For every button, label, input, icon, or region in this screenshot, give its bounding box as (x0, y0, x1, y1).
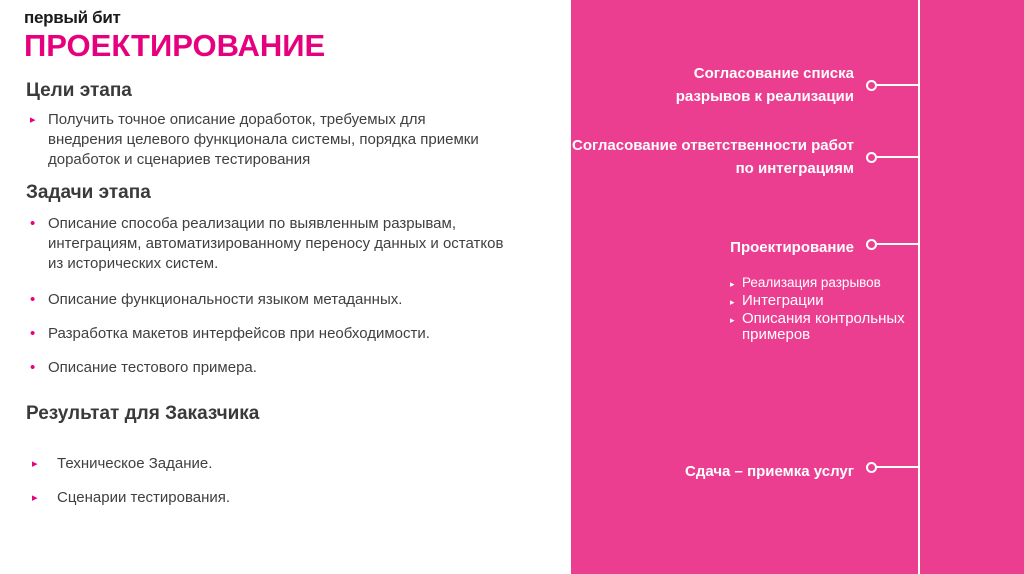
goals-list (30, 110, 490, 170)
timeline-connector (872, 84, 918, 86)
list-item: ▸ Техническое Задание. (32, 455, 213, 472)
timeline-connector (872, 243, 918, 245)
company-logo: первый бит (24, 8, 121, 27)
triangle-bullet-icon: ▸ (730, 315, 735, 325)
page-title: ПРОЕКТИРОВАНИЕ (24, 28, 326, 63)
triangle-bullet-icon: ▸ (730, 279, 735, 289)
dot-bullet-icon: • (30, 291, 36, 308)
timeline-connector (872, 466, 918, 468)
triangle-bullet-icon: ▸ (32, 492, 38, 504)
timeline-step: Сдача – приемка услуг (685, 463, 854, 480)
dot-bullet-icon: • (30, 359, 36, 376)
triangle-bullet-icon: ▸ (30, 114, 36, 126)
timeline-node-icon (866, 462, 877, 473)
list-item: • Описание функциональности языком метаданных. (30, 291, 403, 308)
timeline-node-icon (866, 152, 877, 163)
list-item: • Разработка макетов интерфейсов при необходимости. (30, 325, 430, 342)
tasks-list (30, 214, 520, 378)
list-item: ▸ Реализация разрывов (730, 275, 881, 290)
list-item: ▸ Интеграции (730, 292, 824, 309)
goals-heading: Цели этапа (26, 80, 132, 101)
list-item: • Описание тестового примера. (30, 359, 257, 376)
tasks-heading: Задачи этапа (26, 182, 151, 203)
list-item: • Описание способа реализации по выявленным разрывам, интеграциям, автоматизированному переносу данных и остатков из исторических систем. (30, 215, 504, 272)
timeline-node-icon (866, 80, 877, 91)
list-item: ▸ Получить точное описание доработок, требуемых для внедрения целевого функционала системы, порядка приемки доработок и сценариев тестирования (30, 111, 479, 168)
triangle-bullet-icon: ▸ (730, 297, 735, 307)
timeline-step: Проектирование (730, 239, 854, 256)
timeline-node-icon (866, 239, 877, 250)
timeline-connector (872, 156, 918, 158)
timeline-sublist (730, 275, 920, 343)
list-item: ▸ Описания контрольных примеров (730, 310, 905, 343)
result-list (32, 454, 492, 508)
triangle-bullet-icon: ▸ (32, 458, 38, 470)
timeline-step: Согласование списка разрывов к реализации (675, 65, 854, 105)
timeline-step: Согласование ответственности работ по интеграциям (572, 137, 854, 177)
result-heading: Результат для Заказчика (26, 403, 260, 424)
dot-bullet-icon: • (30, 325, 36, 342)
dot-bullet-icon: • (30, 215, 36, 232)
list-item: ▸ Сценарии тестирования. (32, 489, 231, 506)
